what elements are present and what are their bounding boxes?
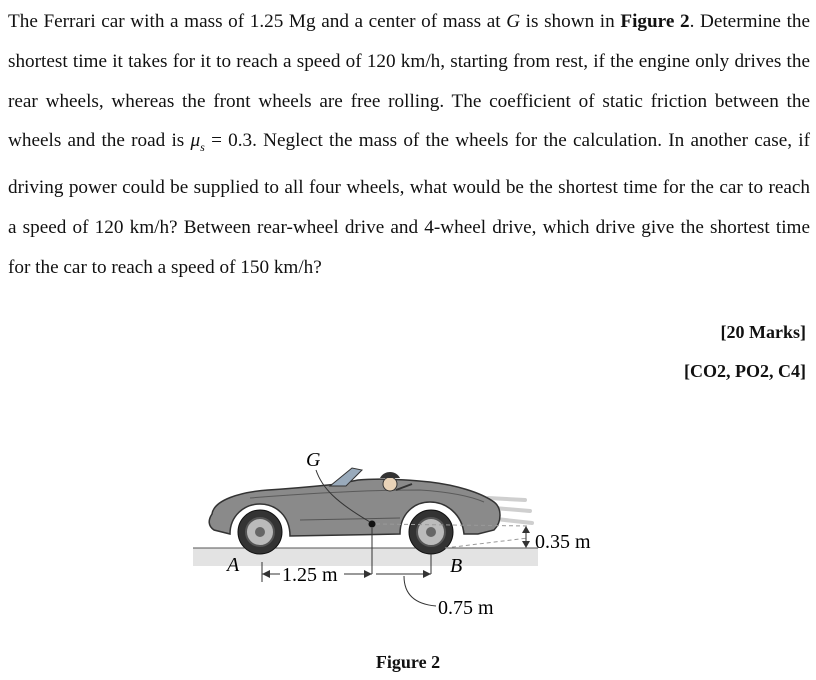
arrowhead [262, 570, 270, 578]
question-part: The Ferrari car with a mass of 1.25 Mg and a center of mass at [8, 11, 507, 32]
figure-reference: Figure 2 [620, 11, 690, 32]
label-b: B [450, 555, 463, 577]
marks-label: [20 Marks] [720, 322, 806, 342]
symbol-g: G [506, 11, 521, 32]
symbol-mu: μ [190, 130, 201, 152]
figure-caption: Figure 2 [375, 652, 441, 672]
arrowhead [423, 570, 431, 578]
question-part: is shown in [520, 11, 621, 32]
dimension-1-25: 1.25 m [282, 564, 338, 586]
symbol-mu-subscript: s [200, 140, 205, 155]
arrowhead [364, 570, 372, 578]
dimension-0-35: 0.35 m [535, 531, 591, 553]
leader-0-75 [404, 576, 436, 606]
road-surface [193, 548, 538, 566]
car-figure [0, 430, 816, 650]
arrowhead [522, 526, 530, 533]
question-part: . Determine the shortest time it takes for it to reach a speed of 120 km/h, starting from rest, if the engine only drives the rear wheels, whereas the front wheels are free rolling. The coefficient of static friction between the wheels and the road is [8, 11, 811, 152]
road-height-guide [445, 538, 528, 548]
rear-wheel [238, 510, 282, 554]
question-part: = 0.3. Neglect the mass of the wheels for the calculation. In another case, if driving power could be supplied to all four wheels, what would be the shortest time for the car to reach a speed of 120 km/h? Between rear-wheel drive and 4-wheel drive, which drive give the shortest time for the car to reach a speed of 150 km/h? [8, 130, 810, 278]
label-a: A [227, 554, 240, 576]
label-g: G [306, 449, 321, 471]
dimension-0-75: 0.75 m [438, 597, 494, 619]
question-text [8, 2, 810, 287]
arrowhead [522, 541, 530, 548]
outcomes-label: [CO2, PO2, C4] [684, 361, 806, 381]
